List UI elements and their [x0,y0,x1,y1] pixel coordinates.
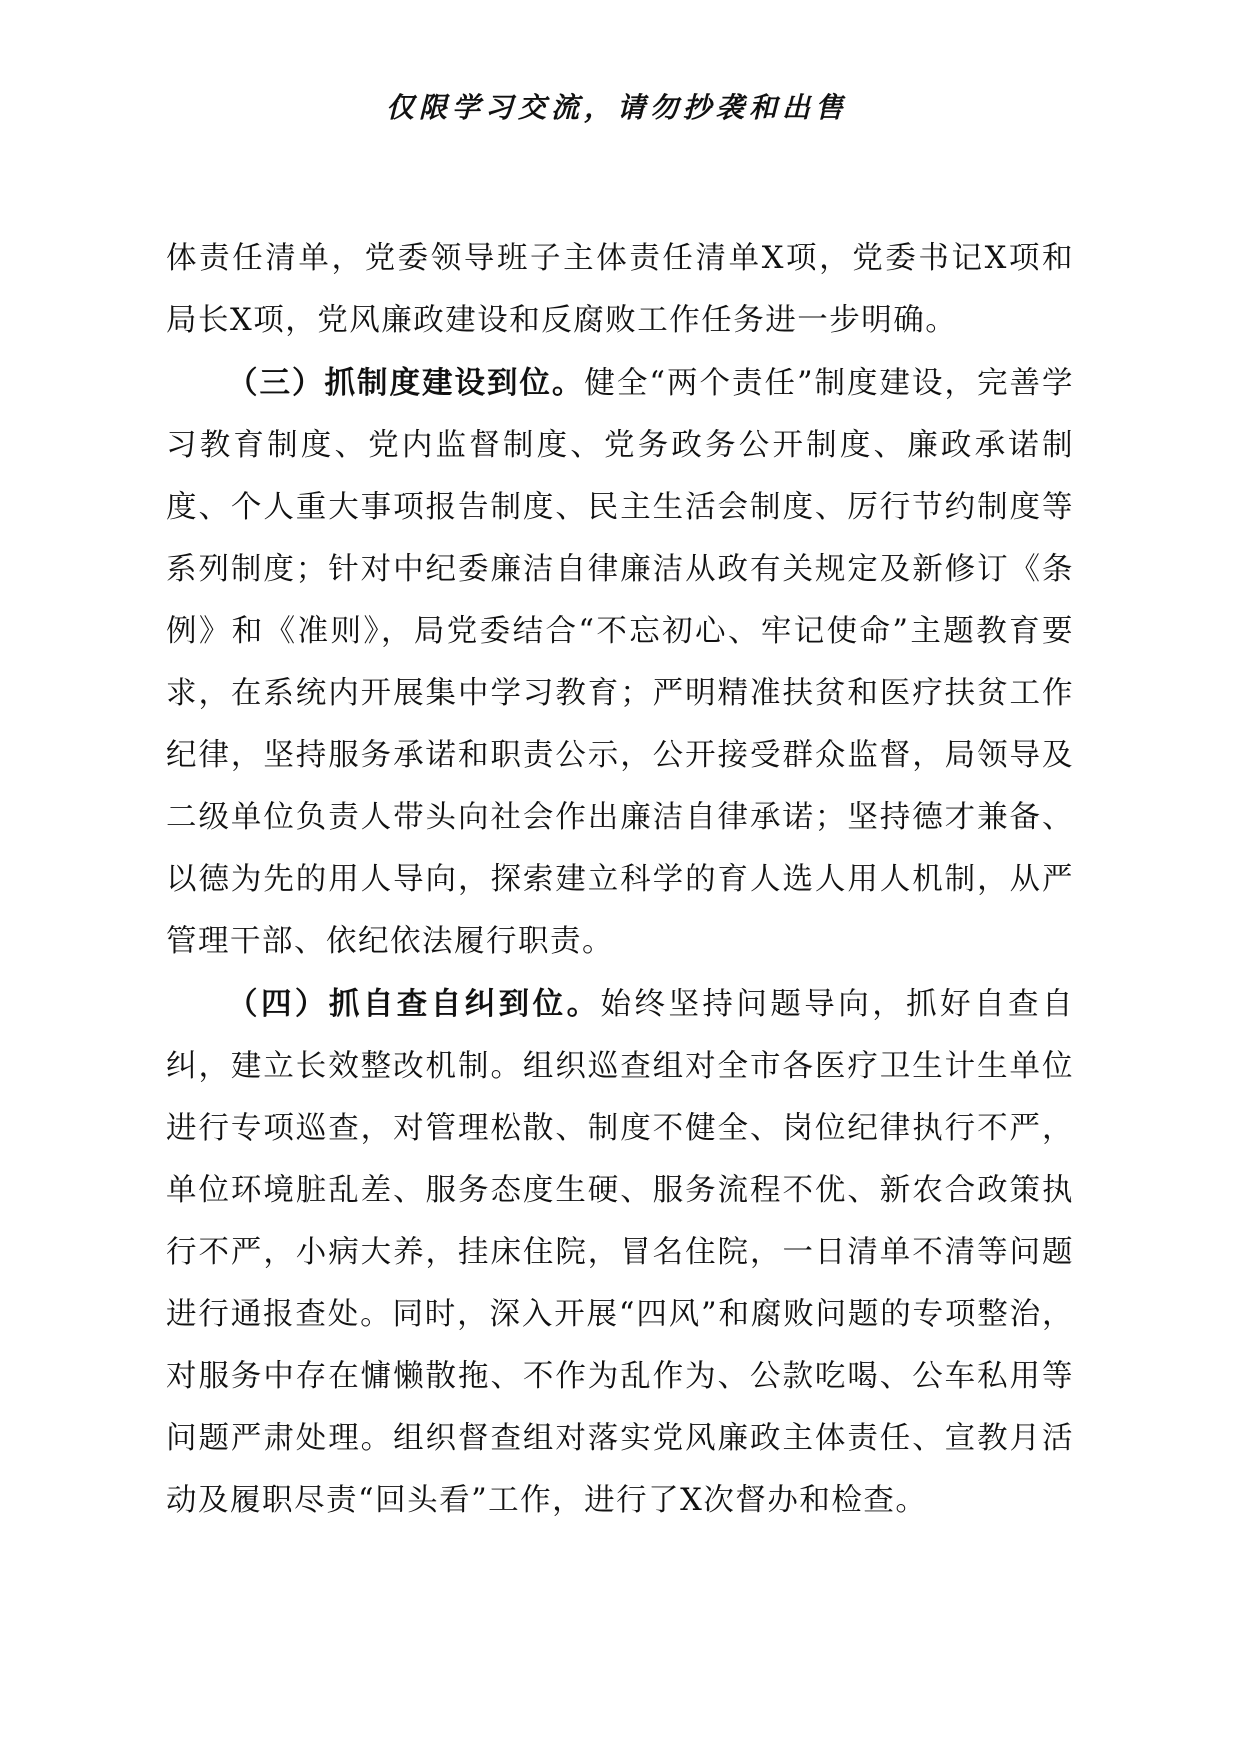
paragraph-3 [166,973,1074,1532]
paragraph-2-lead: （三）抓制度建设到位。 [227,365,585,401]
paragraph-3-text: 始终坚持问题导向，抓好自查自纠，建立长效整改机制。组织巡查组对全市各医疗卫生计生单位进行专项巡查，对管理松散、制度不健全、岗位纪律执行不严，单位环境脏乱差、服务态度生硬、服务流程不优、新农合政策执行不严，小病大养，挂床住院，冒名住院，一日清单不清等问题进行通报查处。同时，深入开展“四风”和腐败问题的专项整治，对服务中存在慵懒散拖、不作为乱作为、公款吃喝、公车私用等问题严肃处理。组织督查组对落实党风廉政主体责任、宣教月活动及履职尽责“回头看”工作，进行了X次督办和检查。 [166,987,1075,1518]
paragraph-3-lead: （四）抓自查自纠到位。 [227,986,601,1022]
document-body [166,228,1074,1532]
header-notice: 仅限学习交流，请勿抄袭和出售 [385,91,848,124]
paragraph-2-text: 健全“两个责任”制度建设，完善学习教育制度、党内监督制度、党务政务公开制度、廉政承诺制度、个人重大事项报告制度、民主生活会制度、厉行节约制度等系列制度；针对中纪委廉洁自律廉洁从政有关规定及新修订《条例》和《准则》，局党委结合“不忘初心、牢记使命”主题教育要求，在系统内开展集中学习教育；严明精准扶贫和医疗扶贫工作纪律，坚持服务承诺和职责公示，公开接受群众监督，局领导及二级单位负责人带头向社会作出廉洁自律承诺；坚持德才兼备、以德为先的用人导向，探索建立科学的育人选人用人机制，从严管理干部、依纪依法履行职责。 [166,366,1074,959]
paragraph-1 [166,228,1074,352]
paragraph-2 [166,352,1074,973]
paragraph-1-text: 体责任清单，党委领导班子主体责任清单X项，党委书记X项和局长X项，党风廉政建设和反腐败工作任务进一步明确。 [166,241,1074,338]
